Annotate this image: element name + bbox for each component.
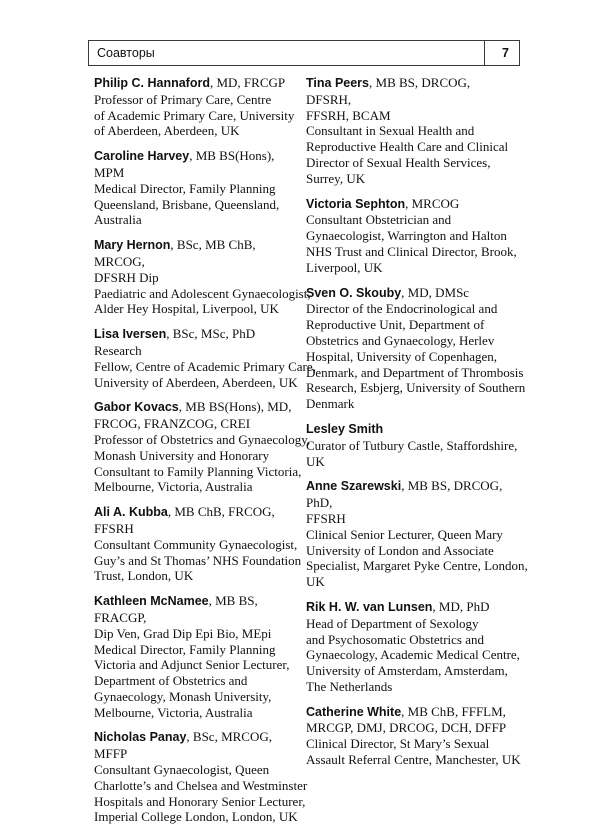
contributor-name: Anne Szarewski (306, 479, 402, 494)
left-contributors-column (94, 75, 316, 834)
contributor-affiliation-line: of Academic Primary Care, University (94, 107, 295, 123)
contributor-entry (94, 593, 300, 720)
contributor-heading (94, 399, 300, 416)
contributor-credentials: , BSc, MRCOG, MFFP (94, 729, 273, 762)
contributor-affiliation-line: Alder Hey Hospital, Liverpool, UK (94, 301, 279, 317)
contributor-affiliation-line: Specialist, Margaret Pyke Centre, London, (306, 558, 528, 574)
contributor-credentials: , MB BS, DRCOG, DFSRH, (306, 75, 471, 107)
contributor-credentials: , MB BS, FRACGP, (94, 593, 258, 625)
contributor-affiliation-line: Assault Referral Centre, Manchester, UK (306, 752, 521, 768)
contributor-affiliation-line: Gynaecologist, Warrington and Halton (306, 228, 507, 244)
contributor-affiliation-line: Fellow, Centre of Academic Primary Care, (94, 358, 316, 374)
contributor-credentials: , MD, FRCGP (209, 75, 286, 90)
contributor-affiliation-line: Denmark, and Department of Thrombosis (306, 364, 524, 380)
contributor-name: Kathleen McNamee (94, 594, 209, 609)
contributor-credentials: , MRCOG (405, 195, 460, 211)
contributor-affiliation-line: Liverpool, UK (306, 259, 383, 275)
contributor-credentials: , MD, PhD (432, 598, 490, 614)
contributor-credentials: , MB ChB, FRCOG, FFSRH (94, 504, 275, 536)
contributor-heading (94, 729, 300, 762)
right-contributors-column (306, 75, 528, 777)
contributor-name: Lisa Iversen (94, 327, 167, 342)
contributor-name: Lesley Smith (306, 421, 384, 436)
contributor-name: Philip C. Hannaford (94, 76, 210, 90)
contributor-affiliation-line: Consultant Community Gynaecologist, (94, 536, 298, 552)
contributor-entry (306, 284, 526, 412)
contributor-entry (306, 421, 516, 469)
contributor-name: Mary Hernon (94, 238, 171, 253)
contributor-credentials: , MB BS, DRCOG, PhD, (306, 478, 503, 511)
contributor-affiliation-line: Medical Director, Family Planning (94, 180, 276, 196)
contributor-affiliation-line: Curator of Tutbury Castle, Staffordshire, (306, 437, 518, 453)
contributor-affiliation-line: University of Aberdeen, Aberdeen, UK (94, 374, 298, 390)
contributor-affiliation-line: Australia (94, 212, 142, 228)
contributor-affiliation-line: Clinical Director, St Mary’s Sexual (306, 736, 490, 752)
contributor-affiliation-line: NHS Trust and Clinical Director, Brook, (306, 243, 517, 259)
running-header (88, 40, 520, 66)
contributor-heading (306, 599, 516, 616)
contributor-affiliation-line: Surrey, UK (306, 170, 366, 186)
contributor-name: Caroline Harvey (94, 149, 190, 164)
contributor-affiliation-line: Consultant Obstetrician and (306, 212, 452, 228)
contributor-name: Nicholas Panay (94, 730, 187, 745)
contributor-affiliation-line: of Aberdeen, Aberdeen, UK (94, 123, 240, 139)
contributor-name: Gabor Kovacs (94, 400, 179, 415)
contributor-heading (94, 593, 300, 626)
contributor-affiliation-line: Obstetrics and Gynaecology, Herlev (306, 332, 495, 348)
contributor-affiliation-line: Denmark (306, 396, 355, 412)
contributor-entry (306, 478, 528, 590)
contributor-affiliation-line: Professor of Obstetrics and Gynaecology, (94, 431, 311, 447)
contributor-affiliation-line: University of Amsterdam, Amsterdam, (306, 663, 508, 679)
contributor-affiliation-line: FFSRH (306, 510, 346, 526)
contributor-entry (306, 703, 521, 768)
contributor-name: Ali A. Kubba (94, 505, 168, 520)
contributor-heading (94, 148, 300, 181)
contributor-name: Tina Peers (306, 76, 370, 90)
contributor-affiliation-line: Charlotte’s and Chelsea and Westminster (94, 777, 308, 793)
contributor-affiliation-line: Department of Obstetrics and (94, 673, 248, 689)
contributor-affiliation-line: Melbourne, Victoria, Australia (94, 704, 253, 720)
contributor-entry (94, 504, 300, 584)
contributor-heading (94, 326, 300, 359)
contributor-affiliation-line: Queensland, Brisbane, Queensland, (94, 196, 280, 212)
contributor-affiliation-line: Guy’s and St Thomas’ NHS Foundation (94, 552, 302, 568)
contributor-affiliation-line: Consultant to Family Planning Victoria, (94, 463, 302, 479)
contributor-affiliation-line: Gynaecology, Academic Medical Centre, (306, 647, 520, 663)
contributor-entry (94, 237, 311, 317)
contributor-entry (94, 729, 308, 825)
contributor-affiliation-line: Consultant in Sexual Health and (306, 123, 475, 139)
contributor-affiliation-line: Paediatric and Adolescent Gynaecologist, (94, 285, 311, 301)
contributor-affiliation-line: Head of Department of Sexology (306, 615, 479, 631)
contributor-affiliation-line: Director of the Endocrinological and (306, 301, 498, 317)
contributor-heading (306, 421, 516, 438)
contributor-affiliation-line: Consultant Gynaecologist, Queen (94, 762, 270, 778)
contributor-credentials: , MD, DMSc (401, 284, 470, 300)
contributor-affiliation-line: Hospitals and Honorary Senior Lecturer, (94, 793, 306, 809)
contributor-credentials: , BSc, MB ChB, MRCOG, (94, 237, 256, 269)
contributor-entry (306, 598, 520, 695)
page-number: 7 (502, 46, 509, 60)
contributor-heading (306, 478, 516, 511)
contributor-entry (306, 75, 516, 187)
contributor-heading (94, 504, 300, 537)
contributor-entry (94, 326, 316, 390)
contributor-affiliation-line: UK (306, 453, 325, 469)
contributor-credentials: , MB BS(Hons), MPM (94, 148, 275, 180)
contributor-credentials: , MB BS(Hons), MD, (178, 399, 292, 415)
contributor-name: Rik H. W. van Lunsen (306, 599, 433, 614)
contributor-heading (306, 285, 516, 302)
contributor-credentials: , MB ChB, FFFLM, (401, 703, 506, 719)
contributor-affiliation-line: Reproductive Unit, Department of (306, 317, 485, 333)
contributor-affiliation-line: Director of Sexual Health Services, (306, 154, 491, 170)
contributor-affiliation-line: MRCGP, DMJ, DRCOG, DCH, DFFP (306, 720, 507, 736)
contributor-affiliation-line: Dip Ven, Grad Dip Epi Bio, MEpi (94, 625, 272, 641)
contributor-affiliation-line: Imperial College London, London, UK (94, 809, 298, 825)
contributor-entry (94, 75, 300, 139)
contributor-name: Victoria Sephton (306, 196, 406, 211)
contributor-affiliation-line: Melbourne, Victoria, Australia (94, 479, 253, 495)
contributor-affiliation-line: Professor of Primary Care, Centre (94, 91, 272, 107)
contributor-affiliation-line: FFSRH, BCAM (306, 107, 391, 123)
contributor-affiliation-line: Trust, London, UK (94, 568, 194, 584)
contributor-affiliation-line: Gynaecology, Monash University, (94, 688, 272, 704)
contributor-affiliation-line: Hospital, University of Copenhagen, (306, 348, 497, 364)
contributor-entry (94, 399, 311, 495)
contributor-name: Sven O. Skouby (306, 285, 402, 300)
contributor-affiliation-line: University of London and Associate (306, 542, 494, 558)
contributor-credentials: , BSc, MSc, PhD Research (94, 326, 256, 358)
contributor-affiliation-line: DFSRH Dip (94, 269, 159, 285)
contributor-affiliation-line: Monash University and Honorary (94, 447, 270, 463)
header-divider (484, 41, 485, 65)
contributor-heading (306, 196, 516, 213)
contributor-heading (306, 704, 516, 721)
section-title: Соавторы (97, 46, 155, 60)
contributor-affiliation-line: Clinical Senior Lecturer, Queen Mary (306, 526, 503, 542)
contributor-name: Catherine White (306, 704, 402, 719)
contributor-affiliation-line: The Netherlands (306, 678, 393, 694)
contributor-heading (94, 75, 300, 92)
contributor-affiliation-line: Research, Esbjerg, University of Southern (306, 380, 526, 396)
contributor-affiliation-line: Reproductive Health Care and Clinical (306, 139, 509, 155)
contributor-entry (306, 196, 516, 276)
contributor-heading (94, 237, 300, 270)
contributor-affiliation-line: Victoria and Adjunct Senior Lecturer, (94, 657, 290, 673)
contributor-heading (306, 75, 516, 108)
contributor-entry (94, 148, 300, 228)
contributor-affiliation-line: UK (306, 574, 325, 590)
contributor-affiliation-line: and Psychosomatic Obstetrics and (306, 631, 484, 647)
contributor-affiliation-line: Medical Director, Family Planning (94, 641, 276, 657)
contributor-affiliation-line: FRCOG, FRANZCOG, CREI (94, 416, 251, 432)
